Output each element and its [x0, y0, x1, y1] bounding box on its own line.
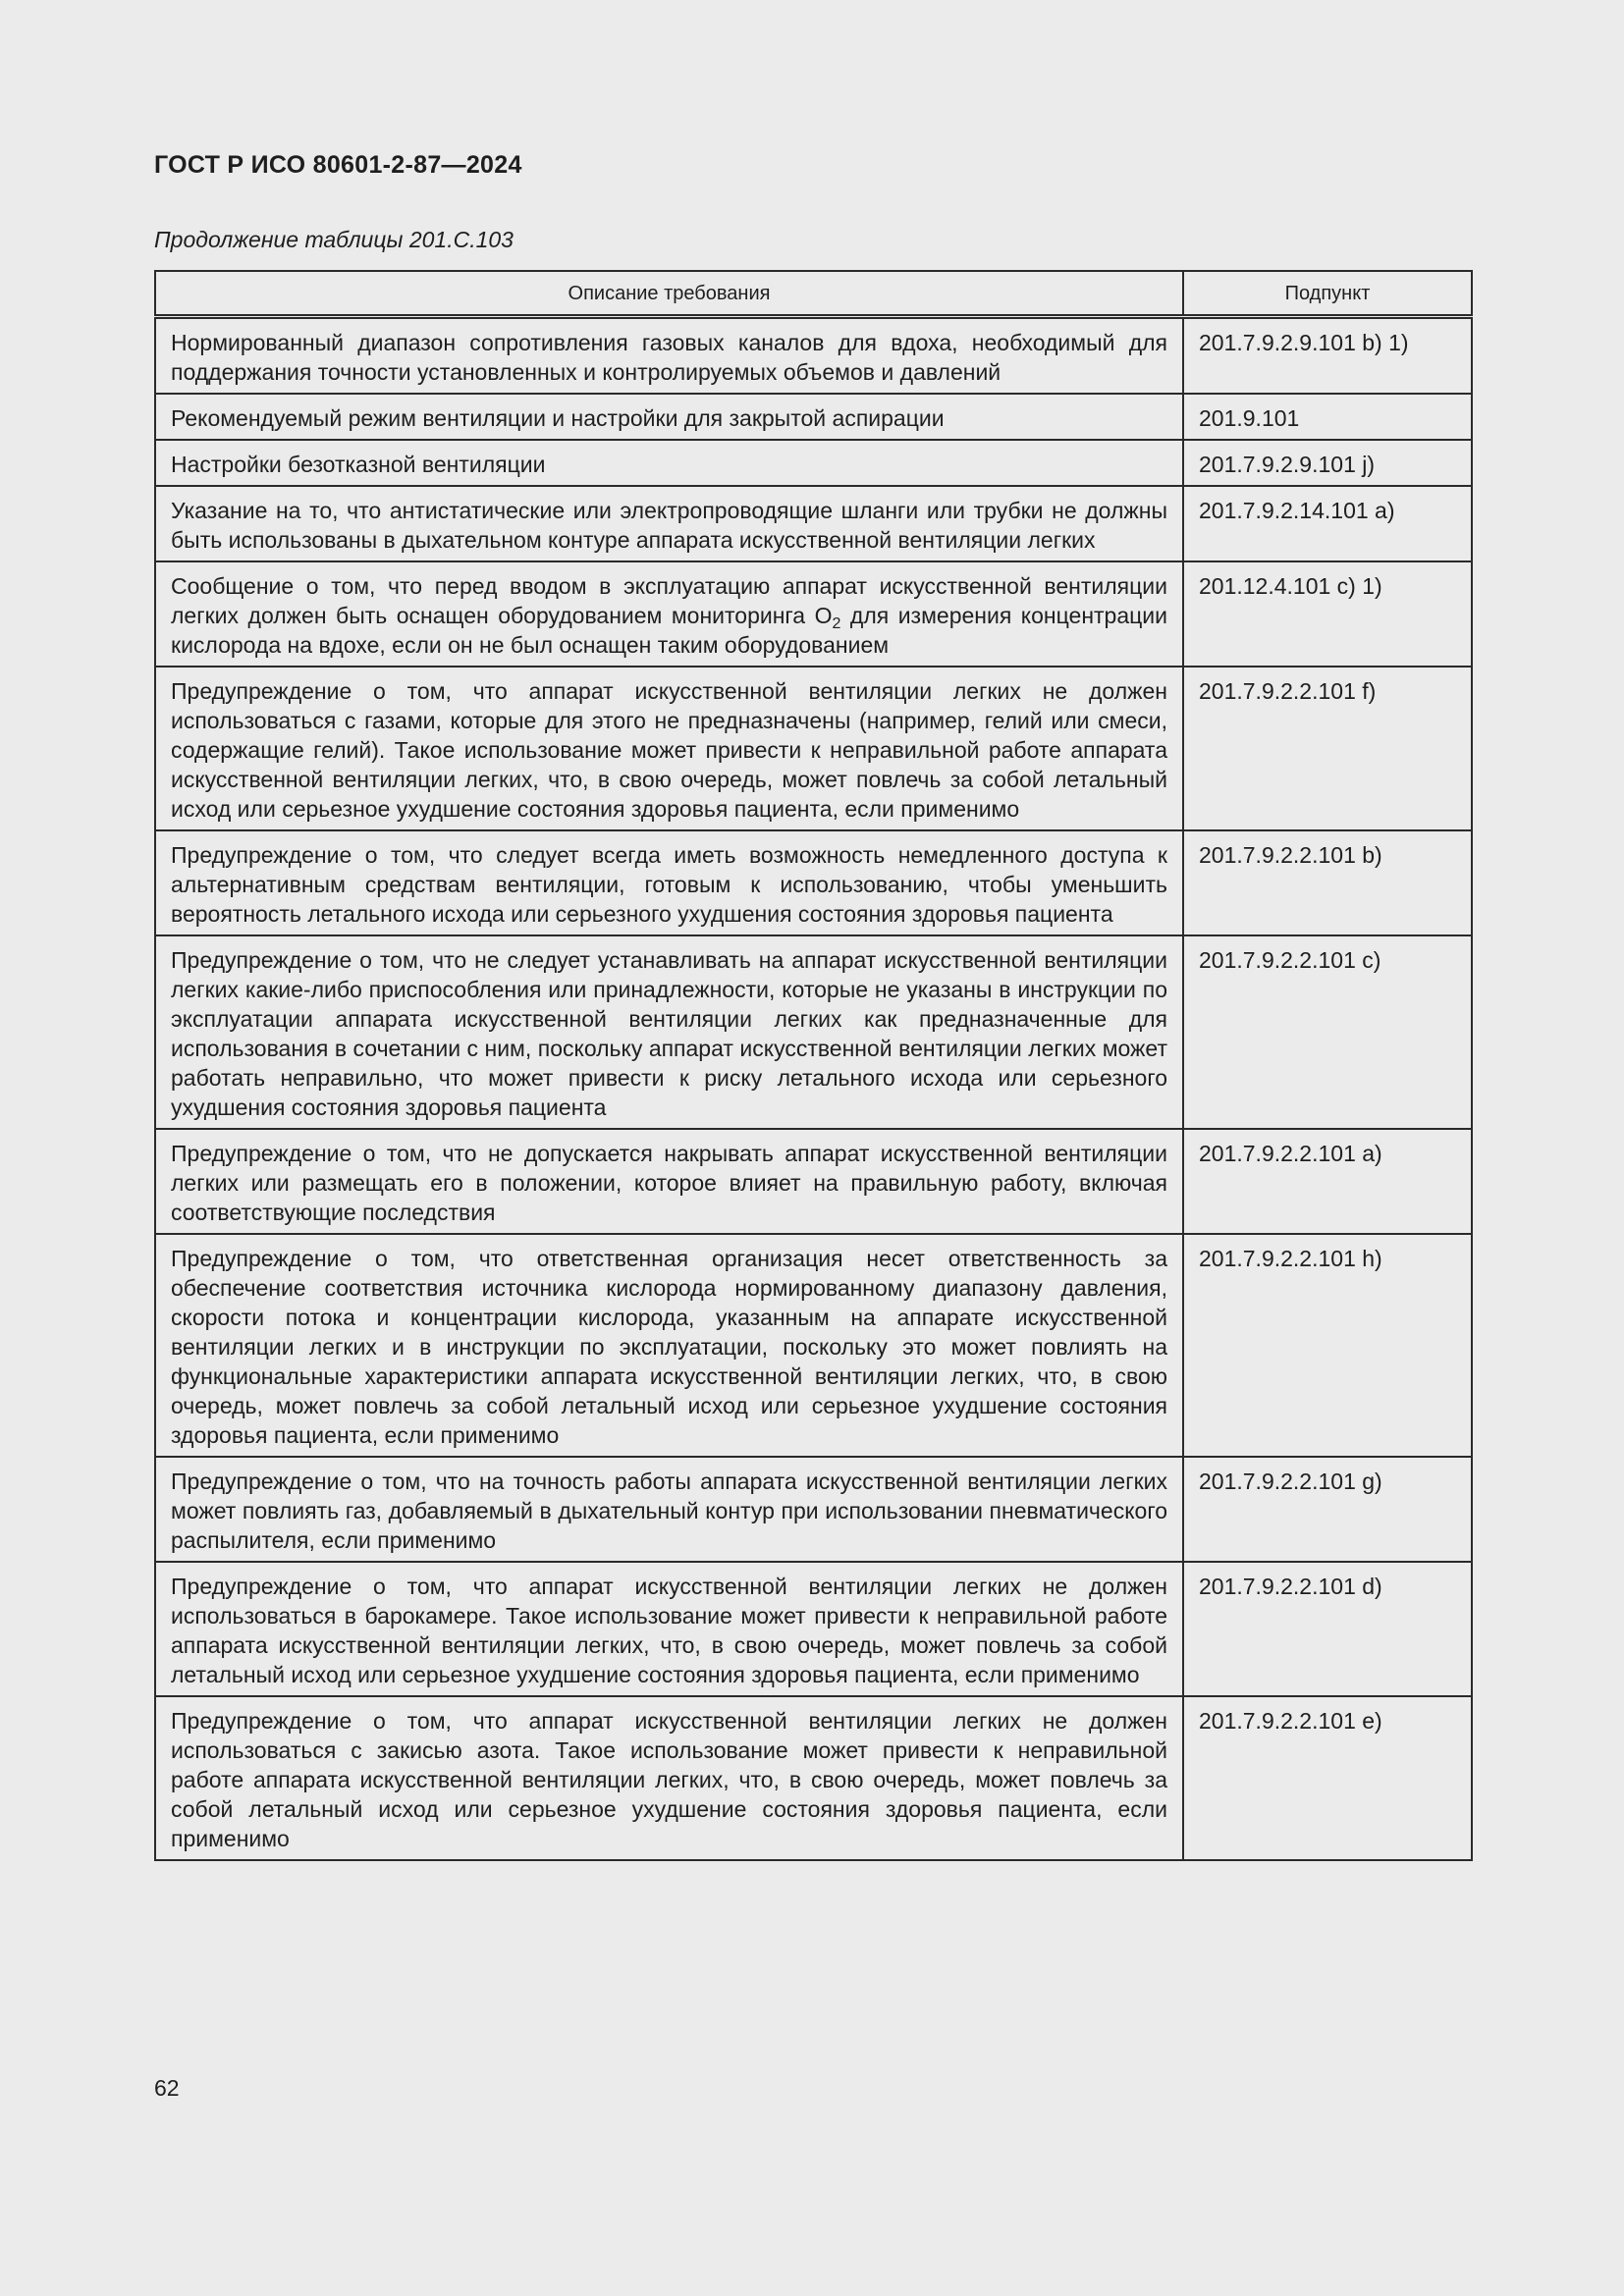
- requirement-description: [155, 486, 1183, 561]
- table-row: [155, 440, 1472, 486]
- requirement-description: [155, 1696, 1183, 1860]
- table-row: [155, 1234, 1472, 1457]
- requirement-description: [155, 667, 1183, 830]
- description-text: Рекомендуемый: [171, 405, 349, 431]
- subclause-reference: 201.7.9.2.2.101 a): [1183, 1129, 1472, 1234]
- description-text: O: [805, 603, 833, 628]
- description-text: Настройки: [171, 452, 289, 477]
- subclause-reference: 201.7.9.2.2.101 b): [1183, 830, 1472, 935]
- table-caption: Продолжение таблицы 201.С.103: [154, 227, 514, 252]
- column-header-subclause: Подпункт: [1183, 271, 1472, 317]
- subclause-reference: 201.7.9.2.2.101 h): [1183, 1234, 1472, 1457]
- table-row: [155, 1457, 1472, 1562]
- description-text: аппарат искусственной вентиляции легких: [171, 573, 1167, 628]
- description-text: безотказной вентиляции: [288, 452, 546, 477]
- description-text: и давлений: [875, 359, 1001, 385]
- description-text: Предупреждение о том, что следует всегда иметь возможность немедленного доступа к альтернативным средствам вентиляции, готовым к использованию, чтобы уменьшить вероятность летального исхода или серьезного ухудшения состояния здоровья пациента: [171, 842, 1167, 927]
- subclause-reference: 201.7.9.2.9.101 j): [1183, 440, 1472, 486]
- description-text: Предупреждение о том, что аппарат искусственной вентиляции легких не должен использоваться с газами, которые для этого не предназначены (например, гелий или смеси, содержащие гелий). Такое использование может привести к неправильной работе аппарата искусственной вентиляции легких, что, в свою очередь, может повлечь за собой летальный исход или серьезное ухудшение состояния здоровья пациента, если применимо: [171, 678, 1167, 822]
- table-body: [155, 317, 1472, 1861]
- description-text: Нормированный: [171, 330, 344, 355]
- requirement-description: [155, 1234, 1183, 1457]
- document-title: ГОСТ Р ИСО 80601-2-87—2024: [154, 151, 522, 179]
- table-row: [155, 1696, 1472, 1860]
- subclause-reference: 201.7.9.2.9.101 b) 1): [1183, 317, 1472, 395]
- table-row: [155, 667, 1472, 830]
- subclause-reference: 201.7.9.2.2.101 g): [1183, 1457, 1472, 1562]
- description-text: Предупреждение о том, что на точность работы аппарата искусственной вентиляции легких может повлиять газ, добавляемый в дыхательный контур при использовании пневматического распылителя, если применимо: [171, 1468, 1167, 1553]
- description-text: должен быть оснащен: [239, 603, 499, 628]
- table-row: [155, 317, 1472, 395]
- description-text: Предупреждение о том, что аппарат искусственной вентиляции легких не должен использоваться с закисью азота. Такое использование может привести к неправильной работе аппарата искусственной вентиляции легких, что, в свою очередь, может повлечь за собой летальный исход или серьезное ухудшение состояния здоровья пациента, если применимо: [171, 1708, 1167, 1851]
- description-text: Предупреждение о том, что аппарат искусственной вентиляции легких не должен использоваться в барокамере. Такое использование может привести к неправильной работе аппарата искусственной вентиляции легких, что, в свою очередь, может повлечь за собой летальный исход или серьезное ухудшение состояния здоровья пациента, если применимо: [171, 1574, 1167, 1687]
- requirement-description: [155, 1457, 1183, 1562]
- description-text: режим вентиляции: [348, 405, 546, 431]
- requirement-description: [155, 561, 1183, 667]
- subclause-reference: 201.7.9.2.2.101 f): [1183, 667, 1472, 830]
- description-text: Предупреждение о том, что ответственная организация несет ответственность за обеспечение соответствия источника кислорода нормированному диапазону давления, скорости потока и концентрации кислорода, указанным на аппарате искусственной вентиляции легких и в инструкции по эксплуатации, поскольку это может повлиять на функциональные характеристики аппарата искусственной вентиляции легких, что, в свою очередь, может повлечь за собой летальный исход или серьезное ухудшение состояния здоровья пациента, если применимо: [171, 1246, 1167, 1448]
- requirement-description: [155, 1129, 1183, 1234]
- table-row: [155, 394, 1472, 440]
- description-text: и настройки для закрытой аспирации: [545, 405, 945, 431]
- description-text: Сообщение о том, что перед вводом в эксплуатацию: [171, 573, 783, 599]
- subclause-reference: 201.12.4.101 c) 1): [1183, 561, 1472, 667]
- requirement-description: [155, 317, 1183, 395]
- description-text: для измерения концентрации кислорода на вдохе, если он не был оснащен таким оборудованием: [171, 603, 1168, 658]
- requirement-description: [155, 830, 1183, 935]
- requirement-description: [155, 1562, 1183, 1696]
- page-number: 62: [154, 2075, 180, 2101]
- requirement-description: [155, 394, 1183, 440]
- table-row: [155, 1562, 1472, 1696]
- table-row: [155, 935, 1472, 1129]
- requirements-table: [154, 270, 1473, 1861]
- requirement-description: [155, 440, 1183, 486]
- table-row: [155, 830, 1472, 935]
- subclause-reference: 201.7.9.2.2.101 d): [1183, 1562, 1472, 1696]
- requirement-description: [155, 935, 1183, 1129]
- subclause-reference: 201.7.9.2.14.101 a): [1183, 486, 1472, 561]
- description-text: оборудованием мониторинга: [498, 603, 806, 628]
- description-text: Предупреждение о том, что не допускается накрывать аппарат искусственной вентиляции легких или размещать его в положении, которое влияет на правильную работу, включая соответствующие последствия: [171, 1141, 1167, 1225]
- subclause-reference: 201.7.9.2.2.101 c): [1183, 935, 1472, 1129]
- description-text: Указание на то, что антистатические или электропроводящие шланги или трубки не должны быть использованы в дыхательном контуре аппарата искусственной вентиляции легких: [171, 498, 1167, 553]
- table-header-row: [155, 271, 1472, 317]
- table-row: [155, 1129, 1472, 1234]
- description-text: объемов: [783, 359, 876, 385]
- description-text: диапазон сопротивления газовых каналов для вдоха, необходимый для поддержания точности установленных и контролируемых: [171, 330, 1167, 385]
- column-header-description: Описание требования: [155, 271, 1183, 317]
- subscript-text: 2: [832, 615, 841, 632]
- table-row: [155, 486, 1472, 561]
- subclause-reference: 201.9.101: [1183, 394, 1472, 440]
- table-row: [155, 561, 1472, 667]
- description-text: Предупреждение о том, что не следует устанавливать на аппарат искусственной вентиляции легких какие-либо приспособления или принадлежности, которые не указаны в инструкции по эксплуатации аппарата искусственной вентиляции легких как предназначенные для использования в сочетании с ним, поскольку аппарат искусственной вентиляции легких может работать неправильно, что может привести к риску летального исхода или серьезного ухудшения состояния здоровья пациента: [171, 947, 1167, 1120]
- subclause-reference: 201.7.9.2.2.101 e): [1183, 1696, 1472, 1860]
